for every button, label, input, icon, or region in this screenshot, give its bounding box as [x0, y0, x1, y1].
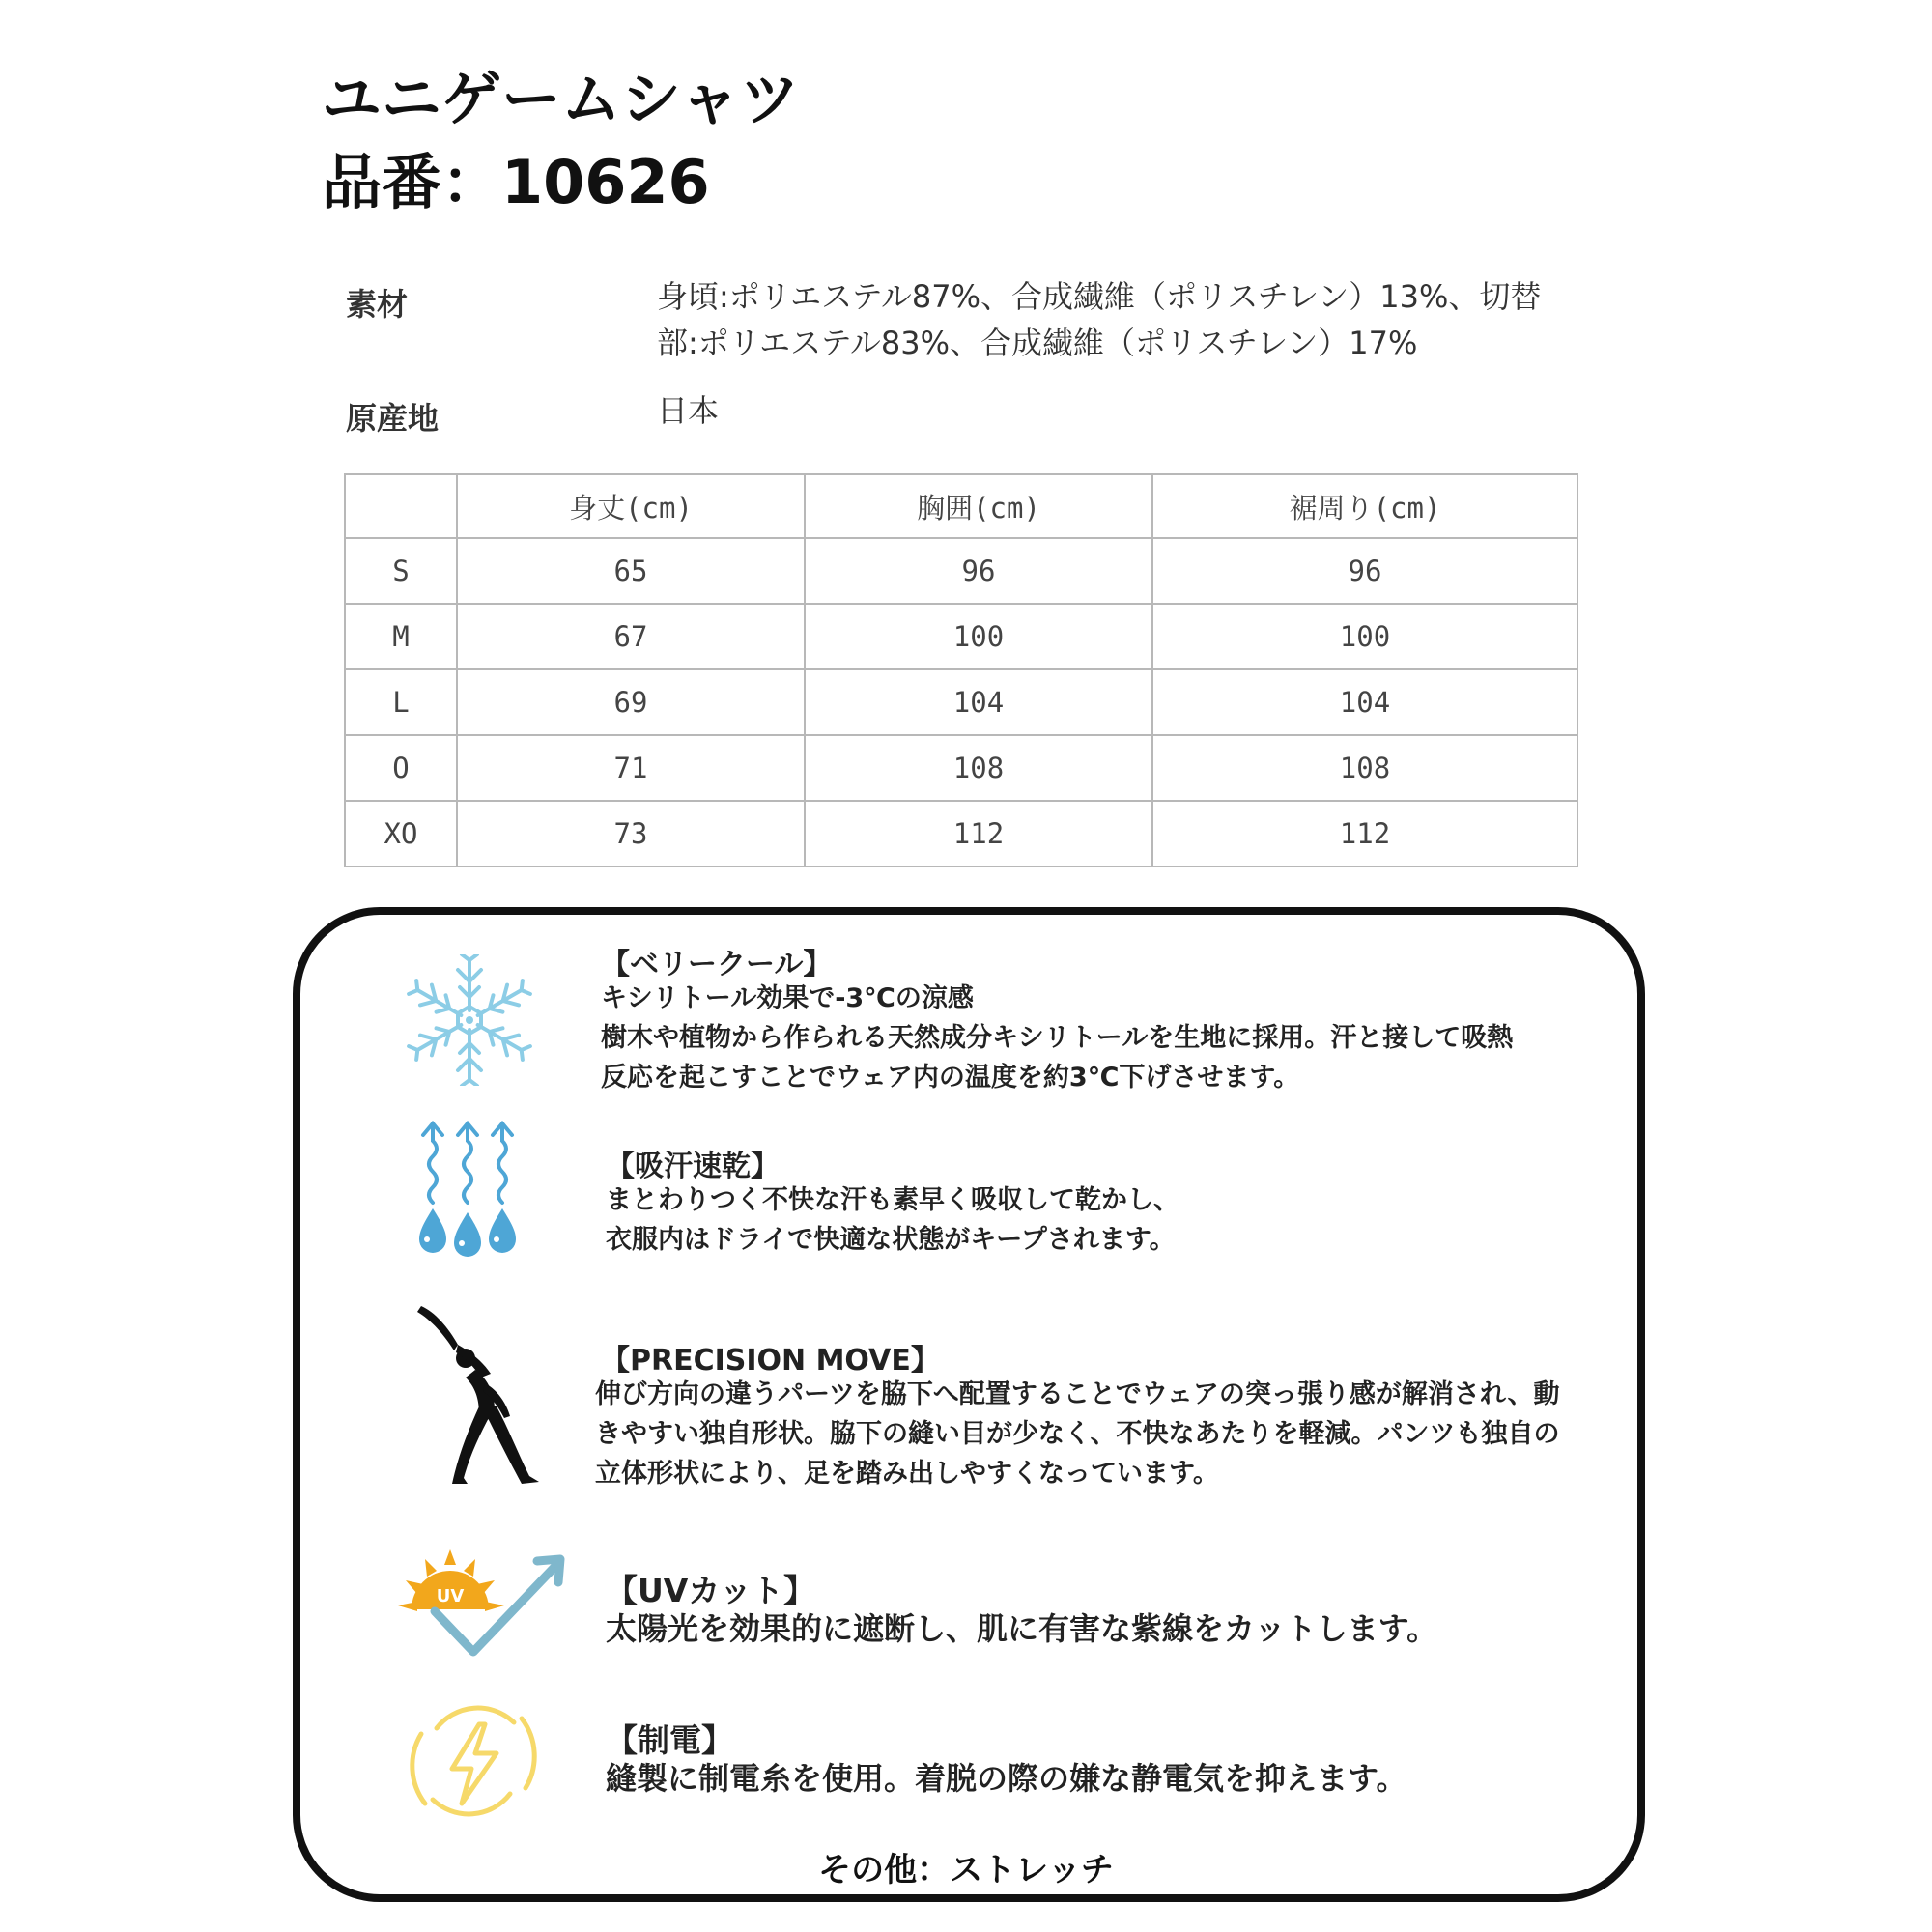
- spec-value-material: 身頃:ポリエステル87%、合成繊維（ポリスチレン）13%、切替部:ポリエステル83%、合成繊維（ポリスチレン）17%: [657, 278, 1542, 361]
- feature-title-precision-move: 【PRECISION MOVE】: [601, 1344, 940, 1378]
- length-cell: 67: [457, 604, 805, 669]
- hem-cell: 100: [1152, 604, 1577, 669]
- chest-cell: 100: [805, 604, 1152, 669]
- size-cell: XO: [345, 801, 457, 867]
- hem-cell: 112: [1152, 801, 1577, 867]
- size-table: [344, 473, 1578, 867]
- table-row: [345, 604, 1577, 669]
- feature-title-sweat-wicking: 【吸汗速乾】: [606, 1150, 780, 1183]
- length-cell: 65: [457, 538, 805, 604]
- size-cell: L: [345, 669, 457, 735]
- size-cell: O: [345, 735, 457, 801]
- svg-text:UV: UV: [436, 1586, 465, 1606]
- product-name: ユニゲームシャツ: [322, 64, 800, 134]
- chest-cell: 112: [805, 801, 1152, 867]
- header-cell: 裾周り(cm): [1152, 474, 1577, 538]
- stretching-person-icon: [415, 1302, 543, 1486]
- length-cell: 69: [457, 669, 805, 735]
- snowflake-icon: [404, 954, 535, 1086]
- feature-title-very-cool: 【ベリークール】: [601, 948, 833, 981]
- table-row: [345, 801, 1577, 867]
- hem-cell: 108: [1152, 735, 1577, 801]
- feature-title-uv-cut: 【UVカット】: [606, 1572, 816, 1609]
- feature-desc-uv-cut: 太陽光を効果的に遮断し、肌に有害な紫線をカットします。: [606, 1610, 1438, 1647]
- antistatic-icon: [408, 1695, 539, 1827]
- length-cell: 71: [457, 735, 805, 801]
- chest-cell: 104: [805, 669, 1152, 735]
- feature-title-antistatic: 【制電】: [606, 1721, 733, 1759]
- header-cell: [345, 474, 457, 538]
- uv-cut-icon: [396, 1544, 570, 1660]
- sweat-wicking-icon: [415, 1116, 520, 1259]
- size-table-header: [345, 474, 1577, 538]
- hem-cell: 104: [1152, 669, 1577, 735]
- feature-desc-precision-move: 伸び方向の違うパーツを脇下へ配置することでウェアの突っ張り感が解消され、動きやすい独自形状。脇下の縫い目が少なく、不快なあたりを軽減。パンツも独自の立体形状により、足を踏み出しやすくなっています。: [595, 1379, 1560, 1489]
- feature-desc-antistatic: 縫製に制電糸を使用。着脱の際の嫌な静電気を抑えます。: [606, 1760, 1407, 1797]
- feature-desc-very-cool: キシリトール効果で-3℃の涼感 樹木や植物から作られる天然成分キシリトールを生地に採用。汗と接して吸熱反応を起こすことでウェア内の温度を約3℃下げさせます。: [601, 983, 1514, 1093]
- other-features-note: その他：ストレッチ: [818, 1851, 1114, 1889]
- hem-cell: 96: [1152, 538, 1577, 604]
- size-cell: M: [345, 604, 457, 669]
- header-cell: 胸囲(cm): [805, 474, 1152, 538]
- feature-desc-sweat-wicking: まとわりつく不快な汗も素早く吸収して乾かし、 衣服内はドライで快適な状態がキープされます。: [606, 1185, 1179, 1255]
- spec-label-origin: 原産地: [346, 400, 440, 437]
- spec-value-origin: 日本: [657, 392, 720, 429]
- chest-cell: 96: [805, 538, 1152, 604]
- size-cell: S: [345, 538, 457, 604]
- table-row: [345, 735, 1577, 801]
- length-cell: 73: [457, 801, 805, 867]
- spec-label-material: 素材: [346, 286, 409, 323]
- table-row: [345, 538, 1577, 604]
- product-code: 品番：10626: [322, 147, 710, 217]
- table-row: [345, 669, 1577, 735]
- header-cell: 身丈(cm): [457, 474, 805, 538]
- chest-cell: 108: [805, 735, 1152, 801]
